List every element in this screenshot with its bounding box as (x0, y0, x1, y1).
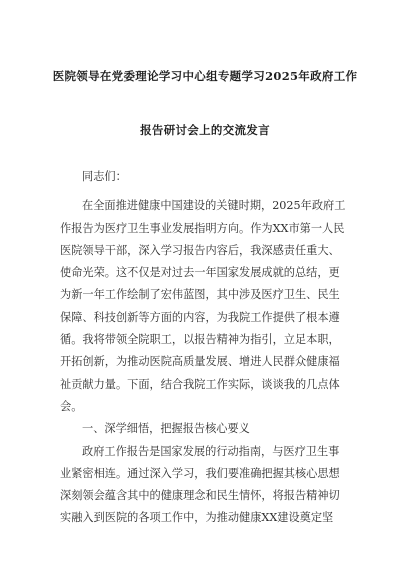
paragraph-2 (60, 441, 366, 530)
paragraph-1-line: 在全面推进健康中国建设的关键时期，2025年政府工 (82, 199, 346, 213)
paragraph-1-line: 使命光荣。这不仅是对过去一年国家发展成就的总结，更 (60, 266, 340, 280)
paragraph-1-line: 作报告为医疗卫生事业发展指明方向。作为XX市第一人民 (60, 221, 345, 235)
paragraph-1 (60, 195, 366, 418)
paragraph-2-line: 实融入到医院的各项工作中，为推动健康XX建设奠定坚 (60, 511, 334, 525)
paragraph-1-line: 医院领导干部，深入学习报告内容后，我深感责任重大、 (60, 243, 340, 257)
paragraph-2-line: 政府工作报告是国家发展的行动指南，与医疗卫生事 (82, 444, 340, 458)
paragraph-1-line: 开拓创新，为推动医院高质量发展、增进人民群众健康福 (60, 355, 340, 369)
salutation: 同志们： (82, 170, 127, 183)
document-title-line2: 报告研讨会上的交流发言 (140, 123, 270, 137)
paragraph-1-line: 循。我将带领全院职工，以报告精神为指引，立足本职， (60, 333, 340, 347)
document-body (60, 166, 366, 530)
paragraph-1-line: 保障、科技创新等方面的内容，为我院工作提供了根本遵 (60, 310, 340, 324)
paragraph-1-line: 会。 (60, 399, 83, 413)
document-title-line1: 医院领导在党委理论学习中心组专题学习2025年政府工作 (52, 69, 358, 83)
section-heading: 一、深学细悟，把握报告核心要义 (82, 422, 250, 436)
paragraph-2-line: 业紧密相连。通过深入学习，我们要准确把握其核心思想 (60, 466, 340, 480)
paragraph-1-line: 祉贡献力量。下面，结合我院工作实际，谈谈我的几点体 (60, 377, 340, 391)
paragraph-2-line: 深刻领会蕴含其中的健康理念和民生情怀，将报告精神切 (60, 489, 340, 503)
paragraph-1-line: 为新一年工作绘制了宏伟蓝图，其中涉及医疗卫生、民生 (60, 288, 340, 302)
